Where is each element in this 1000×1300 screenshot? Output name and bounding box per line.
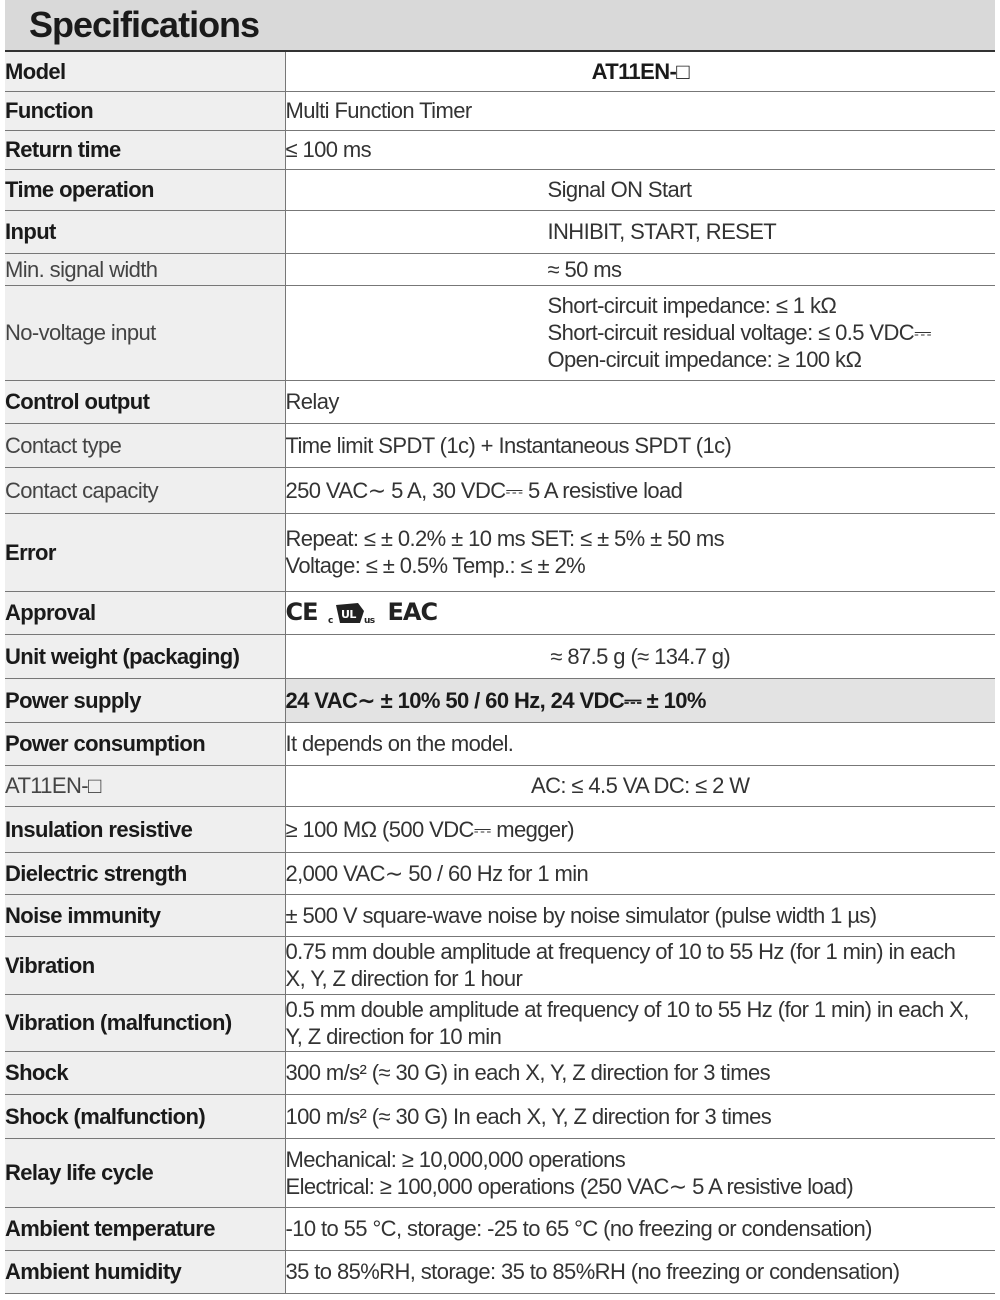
row-value: INHIBIT, START, RESET: [285, 210, 995, 253]
row-value: 250 VAC∼ 5 A, 30 VDC⎓ 5 A resistive load: [285, 467, 995, 513]
spec-table: [5, 52, 995, 1294]
table-row-return-time: [5, 130, 995, 169]
row-value: Signal ON Start: [285, 169, 995, 210]
row-label: Dielectric strength: [5, 852, 285, 894]
value-line: Short-circuit residual voltage: ≤ 0.5 VDC⎓: [547, 320, 931, 345]
row-label: Ambient humidity: [5, 1250, 285, 1293]
table-row-control-output: [5, 380, 995, 423]
row-label: Model: [5, 52, 285, 91]
table-row-relay-life-cycle: [5, 1138, 995, 1207]
value-line: Y, Z direction for 10 min: [285, 1023, 502, 1049]
value-line: Repeat: ≤ ± 0.2% ± 10 ms SET: ≤ ± 5% ± 50 ms: [285, 526, 725, 551]
table-row-error: [5, 513, 995, 591]
table-row-at11en-power: [5, 765, 995, 806]
eac-mark-icon: EAC: [387, 598, 438, 626]
row-label: Control output: [5, 380, 285, 423]
row-label: Relay life cycle: [5, 1138, 285, 1207]
row-value: 24 VAC∼ ± 10% 50 / 60 Hz, 24 VDC⎓ ± 10%: [285, 678, 995, 722]
row-label: Noise immunity: [5, 894, 285, 936]
row-label: Contact capacity: [5, 467, 285, 513]
table-row-unit-weight: [5, 634, 995, 678]
row-value: Relay: [285, 380, 995, 423]
row-value: 300 m/s² (≈ 30 G) in each X, Y, Z direction for 3 times: [285, 1051, 995, 1094]
row-label: Power consumption: [5, 722, 285, 765]
row-label: Power supply: [5, 678, 285, 722]
row-label: Contact type: [5, 423, 285, 467]
row-value: ± 500 V square-wave noise by noise simulator (pulse width 1 µs): [285, 894, 995, 936]
ce-mark-icon: CE: [285, 598, 318, 626]
table-row-time-operation: [5, 169, 995, 210]
table-row-contact-capacity: [5, 467, 995, 513]
table-row-vibration: [5, 936, 995, 994]
row-value: [285, 994, 995, 1051]
approval-marks: [286, 599, 438, 626]
row-value: [285, 285, 995, 380]
row-value: -10 to 55 °C, storage: -25 to 65 °C (no freezing or condensation): [285, 1207, 995, 1250]
row-value: Multi Function Timer: [285, 91, 995, 130]
table-row-ambient-temperature: [5, 1207, 995, 1250]
row-value: 35 to 85%RH, storage: 35 to 85%RH (no freezing or condensation): [285, 1250, 995, 1293]
table-row-shock-malfunction: [5, 1094, 995, 1138]
value-line: Electrical: ≥ 100,000 operations (250 VAC∼ 5 A resistive load): [285, 1173, 854, 1199]
row-label: Ambient temperature: [5, 1207, 285, 1250]
table-row-model: [5, 52, 995, 91]
table-row-no-voltage-input: [5, 285, 995, 380]
row-value: ≈ 50 ms: [285, 253, 995, 285]
table-row-noise-immunity: [5, 894, 995, 936]
row-value: 100 m/s² (≈ 30 G) In each X, Y, Z direction for 3 times: [285, 1094, 995, 1138]
ul-mark-icon: [328, 601, 378, 625]
row-value: [285, 1138, 995, 1207]
table-row-power-supply: [5, 678, 995, 722]
value-line: Open-circuit impedance: ≥ 100 kΩ: [547, 347, 862, 372]
row-value: ≥ 100 MΩ (500 VDC⎓ megger): [285, 806, 995, 852]
row-label: Vibration: [5, 936, 285, 994]
value-line: X, Y, Z direction for 1 hour: [285, 966, 523, 991]
row-label: Shock: [5, 1051, 285, 1094]
row-label: Return time: [5, 130, 285, 169]
table-row-ambient-humidity: [5, 1250, 995, 1293]
row-label: Approval: [5, 591, 285, 634]
value-line: Mechanical: ≥ 10,000,000 operations: [285, 1146, 626, 1172]
table-row-input: [5, 210, 995, 253]
table-row-shock: [5, 1051, 995, 1094]
value-line: Voltage: ≤ ± 0.5% Temp.: ≤ ± 2%: [285, 553, 586, 578]
row-label: No-voltage input: [5, 285, 285, 380]
row-value: It depends on the model.: [285, 722, 995, 765]
table-row-function: [5, 91, 995, 130]
row-value: ≈ 87.5 g (≈ 134.7 g): [285, 634, 995, 678]
svg-text:UL: UL: [340, 607, 356, 621]
row-value: ≤ 100 ms: [285, 130, 995, 169]
row-value: [285, 936, 995, 994]
row-value: Time limit SPDT (1c) + Instantaneous SPDT (1c): [285, 423, 995, 467]
value-line: Short-circuit impedance: ≤ 1 kΩ: [547, 293, 837, 318]
row-label: Time operation: [5, 169, 285, 210]
row-value: AT11EN-□: [285, 52, 995, 91]
row-value: [285, 513, 995, 591]
table-row-insulation-resistive: [5, 806, 995, 852]
row-label: AT11EN-□: [5, 765, 285, 806]
row-label: Unit weight (packaging): [5, 634, 285, 678]
row-value: 2,000 VAC∼ 50 / 60 Hz for 1 min: [285, 852, 995, 894]
table-row-vibration-malfunction: [5, 994, 995, 1051]
row-value: [285, 591, 995, 634]
page-title: Specifications: [29, 4, 260, 45]
row-label: Min. signal width: [5, 253, 285, 285]
svg-text:us: us: [363, 615, 375, 625]
svg-text:c: c: [327, 615, 333, 625]
row-label: Function: [5, 91, 285, 130]
value-line: 0.5 mm double amplitude at frequency of 10 to 55 Hz (for 1 min) in each X,: [285, 996, 969, 1022]
row-label: Insulation resistive: [5, 806, 285, 852]
table-row-power-consumption: [5, 722, 995, 765]
table-row-min-signal-width: [5, 253, 995, 285]
table-row-contact-type: [5, 423, 995, 467]
title-bar: [5, 0, 995, 52]
row-label: Vibration (malfunction): [5, 994, 285, 1051]
row-label: Input: [5, 210, 285, 253]
table-row-approval: [5, 591, 995, 634]
row-label: Shock (malfunction): [5, 1094, 285, 1138]
value-line: 0.75 mm double amplitude at frequency of 10 to 55 Hz (for 1 min) in each: [285, 939, 956, 964]
row-label: Error: [5, 513, 285, 591]
row-value: AC: ≤ 4.5 VA DC: ≤ 2 W: [285, 765, 995, 806]
table-row-dielectric-strength: [5, 852, 995, 894]
